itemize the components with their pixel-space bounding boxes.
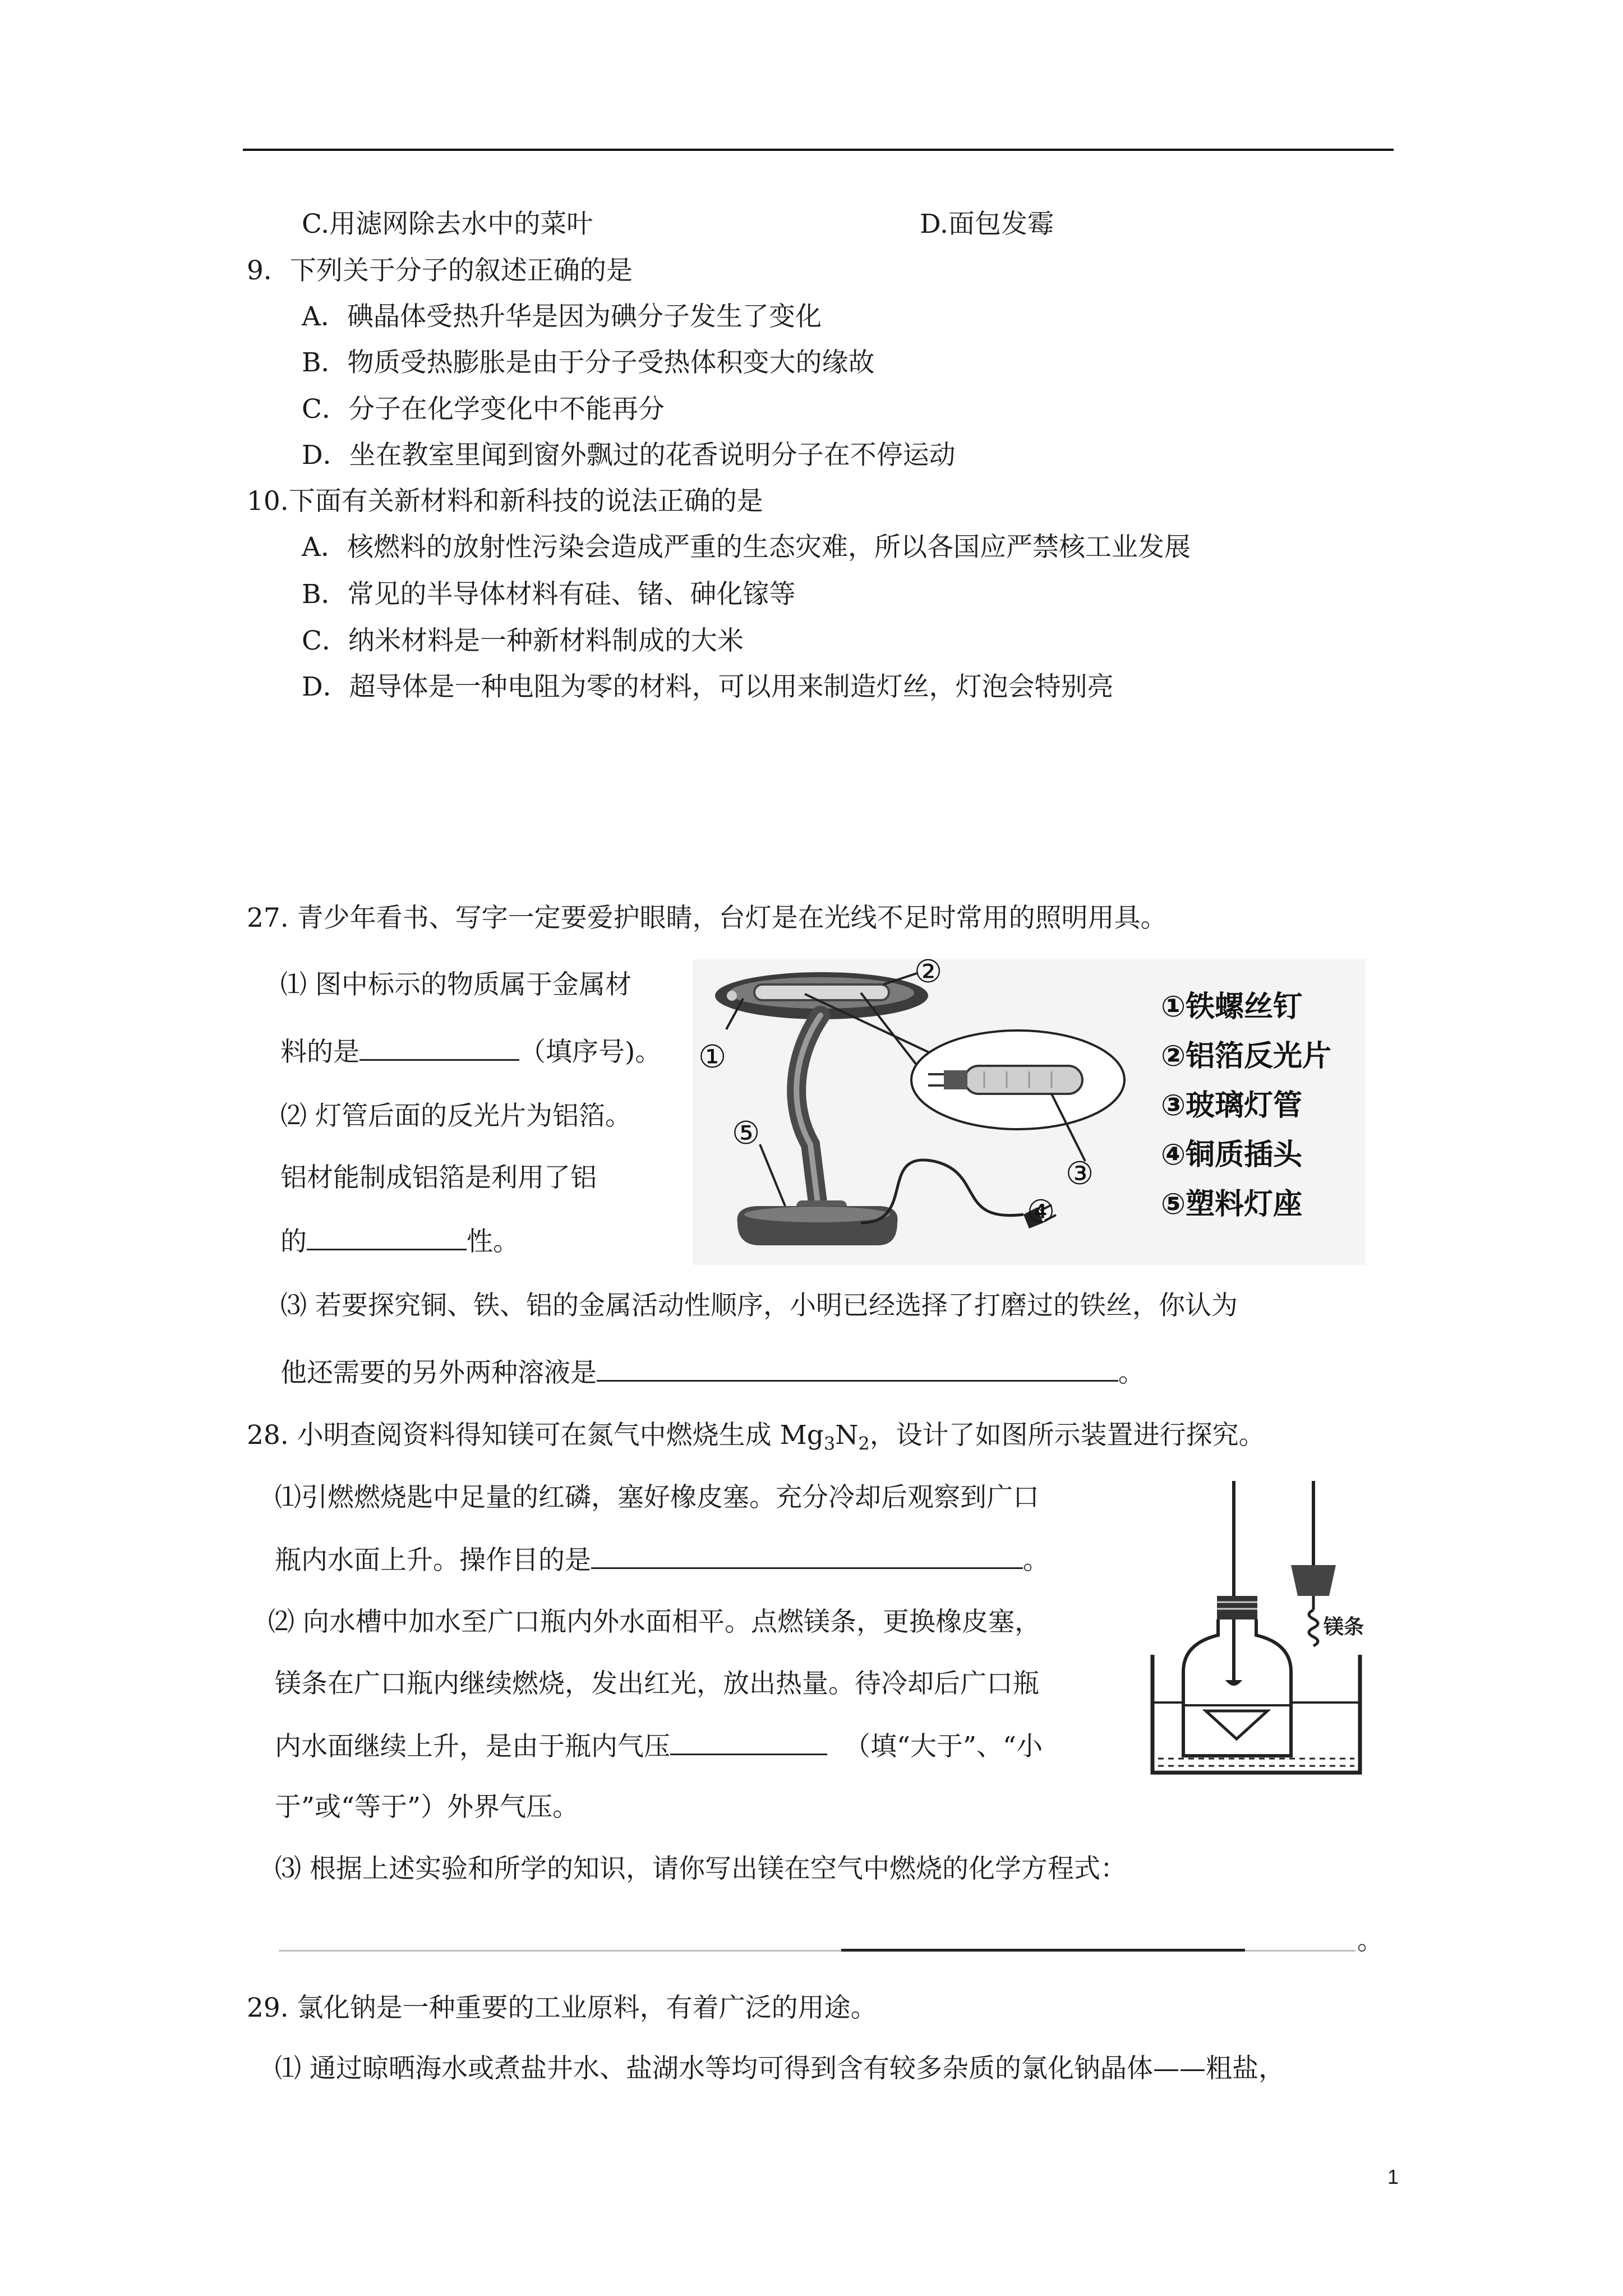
q28-part2-line4: 于”或“等于”）外界气压。 [275, 1792, 579, 1823]
q29-part1-line1: ⑴ 通过晾晒海水或煮盐井水、盐湖水等均可得到含有较多杂质的氯化钠晶体——粗盐， [275, 2053, 1285, 2084]
q27-stem: 27. 青少年看书、写字一定要爱护眼睛，台灯是在光线不足时常用的照明用具。 [247, 903, 1167, 933]
magnesium-ribbon-label: 镁条 [1324, 1616, 1364, 1639]
q28-stem: 28. 小明查阅资料得知镁可在氮气中燃烧生成 $Mg_3N_2$，设计了如图所示装置进行探究。 [247, 1420, 1265, 1455]
q8-option-c: C.用滤网除去水中的菜叶 [302, 209, 593, 240]
q27-part2-line3: 的 性。 [280, 1224, 519, 1259]
q10-option-d: D．超导体是一种电阻为零的材料，可以用来制造灯丝，灯泡会特别亮 [302, 671, 1114, 702]
lamp-legend-2: ②铝箔反光片 [1161, 1039, 1332, 1073]
q10-option-a: A．核燃料的放射性污染会造成严重的生态灾难，所以各国应严禁核工业发展 [302, 532, 1191, 563]
q28-part3-line1: ⑶ 根据上述实验和所学的知识，请你写出镁在空气中燃烧的化学方程式： [275, 1853, 1127, 1884]
q28-part1-line2: 瓶内水面上升。操作目的是 。 [275, 1543, 1049, 1577]
q28-part2-line1: ⑵ 向水槽中加水至广口瓶内外水面相平。点燃镁条，更换橡皮塞， [268, 1607, 1041, 1637]
q8-option-d: D.面包发霉 [920, 209, 1054, 240]
q27-part3-line2: 他还需要的另外两种溶液是 。 [280, 1355, 1145, 1390]
q28-part2-answer-blank[interactable] [670, 1729, 827, 1755]
q9-option-a: A．碘晶体受热升华是因为碘分子发生了变化 [302, 301, 822, 332]
q27-part2-line2: 铝材能制成铝箔是利用了铝 [280, 1162, 597, 1193]
q10-option-c: C．纳米材料是一种新材料制成的大米 [302, 625, 744, 656]
lamp-legend-1: ①铁螺丝钉 [1161, 990, 1303, 1024]
q28-part1-answer-blank[interactable] [591, 1543, 1023, 1569]
magnesium-apparatus-figure [1144, 1475, 1368, 1778]
lamp-marker-4: ④ [1027, 1194, 1055, 1230]
q28-part2-line3: 内水面继续上升，是由于瓶内气压 （填“大于”、“小 [275, 1729, 1043, 1764]
q27-part2-answer-blank[interactable] [307, 1224, 467, 1250]
q27-part1-line2: 料的是 （填序号)。 [280, 1034, 661, 1069]
q28-part2-line2: 镁条在广口瓶内继续燃烧，发出红光，放出热量。待冷却后广口瓶 [275, 1668, 1039, 1699]
q9-stem: 9．下列关于分子的叙述正确的是 [247, 255, 633, 286]
q10-stem: 10.下面有关新材料和新科技的说法正确的是 [247, 486, 763, 517]
q28-part3-end-mark: 。 [1357, 1925, 1384, 1956]
desk-lamp-figure [693, 954, 1366, 1265]
q27-part1-answer-blank[interactable] [359, 1034, 519, 1061]
lamp-marker-1: ① [698, 1039, 727, 1075]
lamp-legend-5: ⑤塑料灯座 [1161, 1188, 1303, 1221]
page-number: 1 [1387, 2165, 1399, 2188]
q9-option-c: C．分子在化学变化中不能再分 [302, 394, 665, 425]
q28-part1-line1: ⑴引燃燃烧匙中足量的红磷，塞好橡皮塞。充分冷却后观察到广口 [275, 1482, 1039, 1513]
q29-stem: 29. 氯化钠是一种重要的工业原料，有着广泛的用途。 [247, 1993, 877, 2023]
header-rule [243, 149, 1394, 151]
q9-option-b: B．物质受热膨胀是由于分子受热体积变大的缘故 [302, 347, 875, 378]
q27-part3-answer-blank[interactable] [597, 1355, 1118, 1382]
q10-option-b: B．常见的半导体材料有硅、锗、砷化镓等 [302, 579, 796, 610]
q27-part1-line1: ⑴ 图中标示的物质属于金属材 [280, 969, 631, 1000]
lamp-marker-5: ⑤ [732, 1115, 760, 1152]
q28-part3-answer-line-dark [841, 1949, 1245, 1952]
lamp-marker-3: ③ [1066, 1156, 1094, 1192]
q9-option-d: D．坐在教室里闻到窗外飘过的花香说明分子在不停运动 [302, 440, 956, 471]
lamp-marker-2: ② [914, 954, 943, 990]
lamp-legend-4: ④铜质插头 [1161, 1138, 1303, 1172]
q27-part2-line1: ⑵ 灯管后面的反光片为铝箔。 [280, 1101, 631, 1131]
q27-part3-line1: ⑶ 若要探究铜、铁、铝的金属活动性顺序，小明已经选择了打磨过的铁丝，你认为 [280, 1290, 1238, 1321]
lamp-legend-3: ③玻璃灯管 [1161, 1089, 1303, 1122]
